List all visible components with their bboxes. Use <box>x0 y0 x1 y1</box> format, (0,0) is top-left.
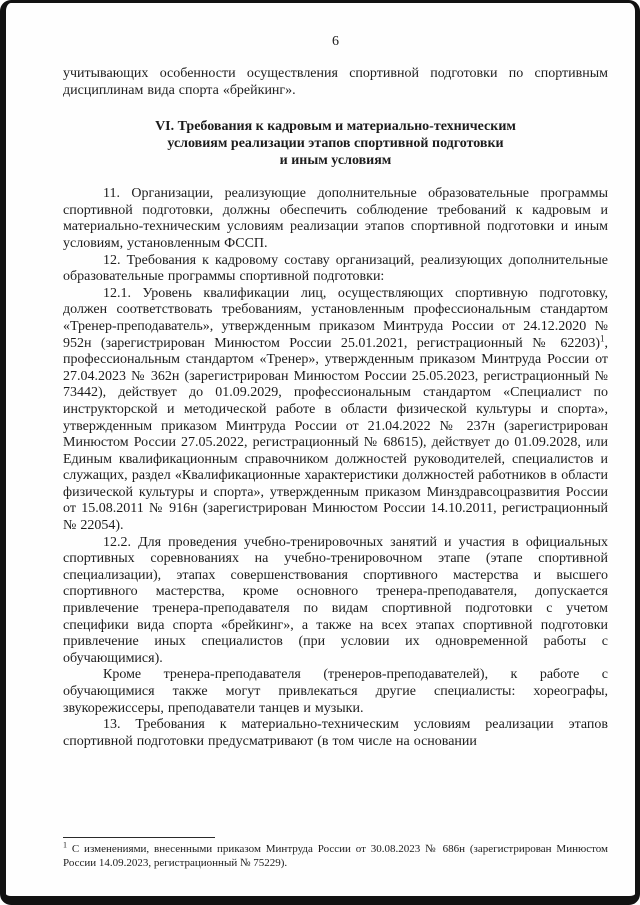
footnote-text: С изменениями, внесенными приказом Минтруда России от 30.08.2023 № 686н (зарегистрирован Минюстом России 14.09.2023, регистрационный № 75229). <box>63 843 608 869</box>
paragraph-intro: учитывающих особенности осуществления спортивной подготовки по спортивным дисциплинам вида спорта «брейкинг». <box>63 66 608 98</box>
paragraph-12-1-text: 12.1. Уровень квалификации лиц, осуществляющих спортивную подготовку, должен соответствовать требованиям, установленным профессиональным стандартом «Тренер-преподаватель», утвержденным приказом Минтруда России от 24.12.2020 № 952н (зарегистрирован Минюстом России 25.01.2021, регистрационный № 62203) <box>63 285 608 351</box>
paragraph-12-1 <box>63 286 608 535</box>
section-heading-line-3: и иным условиям <box>279 153 392 169</box>
paragraph-11: 11. Организации, реализующие дополнительные образовательные программы спортивной подготовки, должны обеспечить соблюдение требований к кадровым и материально-техническим условиям реализации этапов спортивной подготовки и иным условиям, установленным ФССП. <box>63 186 608 251</box>
section-heading-line-1: VI. Требования к кадровым и материально-техническим <box>155 119 516 135</box>
page-number: 6 <box>332 34 339 49</box>
paragraph-12-2-additional: Кроме тренера-преподавателя (тренеров-преподавателей), к работе с обучающимися также могут привлекаться другие специалисты: хореографы, звукорежиссеры, преподаватели танцев и музыки. <box>63 667 608 716</box>
paragraph-12-1-text-continued: , профессиональным стандартом «Тренер», утвержденным приказом Минтруда России от 27.04.2023 № 362н (зарегистрирован Минюстом России 25.05.2023, регистрационный № 73442), действует до 01.09.2029, профессиональным стандартом «Специалист по инструкторской и методической работе в области физической культуры и спорта», утвержденным приказом Минтруда России от 21.04.2022 № 237н (зарегистрирован Минюстом России 27.05.2022, регистрационный № 68615), действует до 01.09.2028, или Единым квалификационным справочником должностей руководителей, специалистов и служащих, раздел «Квалификационные характеристики должностей работников в области физической культуры и спорта», утвержденным приказом Минздравсоцразвития России от 15.08.2011 № 916н (зарегистрирован Минюстом России 14.10.2011, регистрационный № 22054). <box>63 335 608 534</box>
footnote-marker: 1 <box>63 840 67 850</box>
section-heading-line-2: условиям реализации этапов спортивной подготовки <box>167 136 504 152</box>
paragraph-12: 12. Требования к кадровому составу организаций, реализующих дополнительные образовательные программы спортивной подготовки: <box>63 252 608 285</box>
page-content <box>6 3 635 896</box>
paragraph-13: 13. Требования к материально-техническим условиям реализации этапов спортивной подготовки предусматривают (в том числе на основании <box>63 717 608 749</box>
footnote <box>63 840 608 870</box>
footnote-area <box>63 837 608 896</box>
section-heading <box>63 118 608 169</box>
footnote-separator <box>63 837 215 838</box>
footnote-reference: 1 <box>600 332 605 343</box>
paragraph-12-2: 12.2. Для проведения учебно-тренировочных занятий и участия в официальных спортивных соревнованиях на учебно-тренировочном этапе (этапе спортивной специализации), этапах совершенствования спортивного мастерства и высшего спортивного мастерства, кроме основного тренера-преподавателя, допускается привлечение тренера-преподавателя по видам спортивной подготовки с учетом специфики вида спорта «брейкинг», а также на всех этапах спортивной подготовки привлечение иных специалистов (при условии их одновременной работы с обучающимися). <box>63 534 608 666</box>
